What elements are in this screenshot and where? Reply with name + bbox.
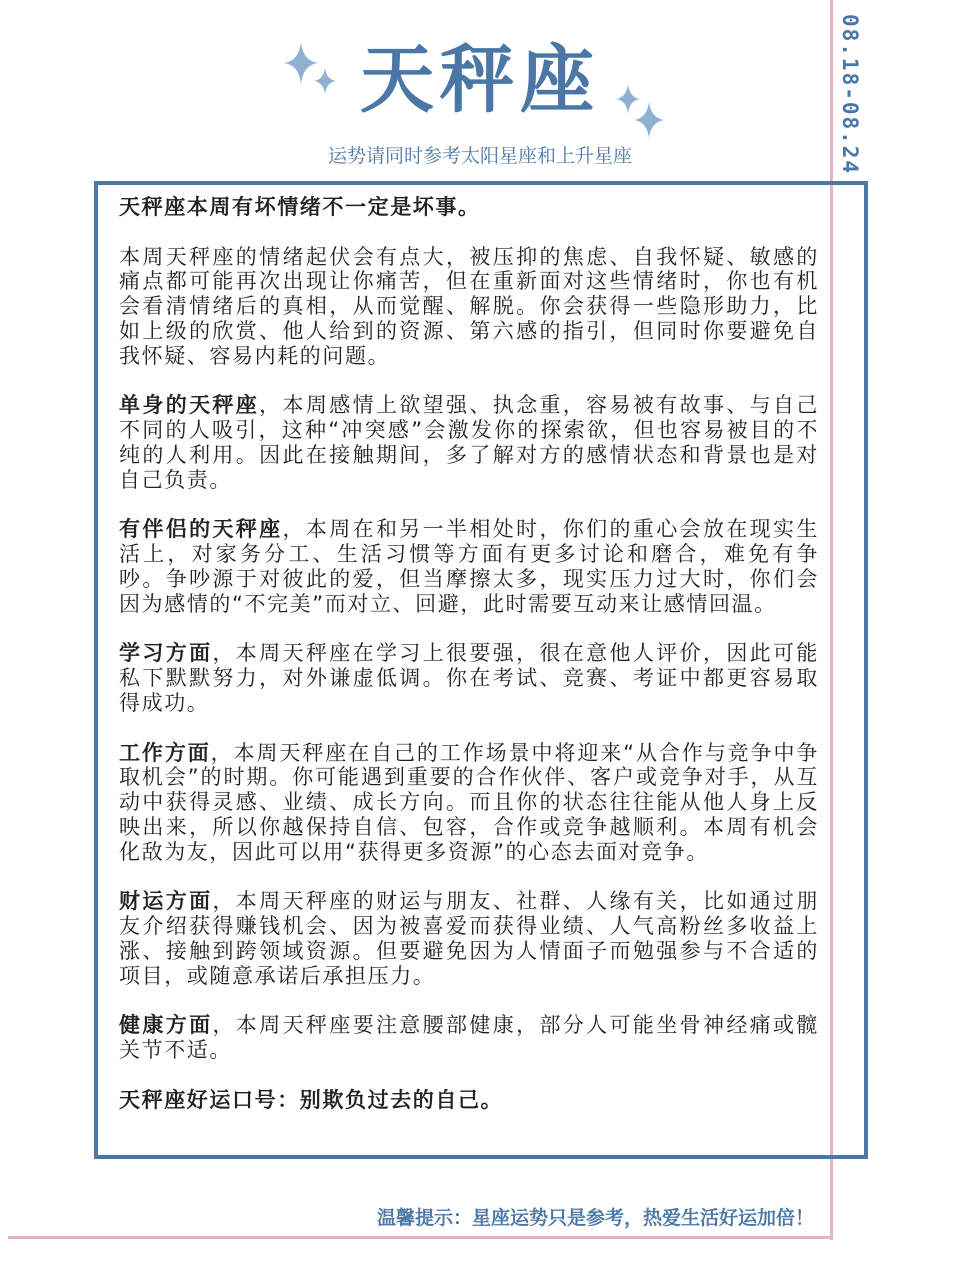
section-heading: 工作方面 bbox=[119, 740, 211, 765]
study-paragraph bbox=[119, 641, 819, 715]
pink-horizontal-line bbox=[8, 1236, 833, 1239]
horoscope-content bbox=[119, 195, 819, 1137]
section-text: ，本周感情上欲望强、执念重，容易被有故事、与自己不同的人吸引，这种“冲突感”会激发你的探索欲，但也容易被目的不纯的人利用。因此在接触期间，多了解对方的感情状态和背景也是对自己负责。 bbox=[119, 393, 819, 492]
health-paragraph bbox=[119, 1013, 819, 1063]
section-heading: 学习方面 bbox=[119, 641, 213, 666]
section-heading: 健康方面 bbox=[119, 1013, 213, 1038]
date-range: 08.18-08.24 bbox=[838, 14, 862, 176]
section-text: ，本周天秤座要注意腰部健康，部分人可能坐骨神经痛或髋关节不适。 bbox=[119, 1013, 819, 1063]
lucky-slogan: 天秤座好运口号：别欺负过去的自己。 bbox=[119, 1087, 504, 1112]
wealth-paragraph bbox=[119, 889, 819, 988]
section-text: ，本周天秤座的财运与朋友、社群、人缘有关，比如通过朋友介绍获得赚钱机会、因为被喜爱而获得业绩、人气高粉丝多收益上涨、接触到跨领域资源。但要避免因为人情面子而勉强参与不合适的项目，或随意承诺后承担压力。 bbox=[119, 889, 819, 988]
page-title: 天秤座 bbox=[360, 37, 600, 123]
work-paragraph bbox=[119, 741, 819, 865]
section-text: ，本周天秤座在自己的工作场景中将迎来“从合作与竞争中争取机会”的时期。你可能遇到重要的合作伙伴、客户或竞争对手，从互动中获得灵感、业绩、成长方向。而且你的状态往往能从他人身上反映出来，所以你越保持自信、包容，合作或竞争越顺利。本周有机会化敌为友，因此可以用“获得更多资源”的心态去面对竞争。 bbox=[119, 740, 819, 864]
partner-paragraph bbox=[119, 517, 819, 616]
intro-paragraph: 本周天秤座的情绪起伏会有点大，被压抑的焦虑、自我怀疑、敏感的痛点都可能再次出现让你痛苦，但在重新面对这些情绪时，你也有机会看清情绪后的真相，从而觉醒、解脱。你会获得一些隐形助力，比如上级的欣赏、他人给到的资源、第六感的指引，但同时你要避免自我怀疑、容易内耗的问题。 bbox=[119, 244, 819, 368]
section-heading: 单身的天秤座 bbox=[119, 393, 260, 418]
section-heading: 财运方面 bbox=[119, 889, 213, 914]
section-text: ，本周在和另一半相处时，你们的重心会放在现实生活上，对家务分工、生活习惯等方面有更多讨论和磨合，难免有争吵。争吵源于对彼此的爱，但当摩擦太多，现实压力过大时，你们会因为感情的“不完美”而对立、回避，此时需要互动来让感情回温。 bbox=[119, 517, 819, 616]
subtitle: 运势请同时参考太阳星座和上升星座 bbox=[327, 145, 632, 167]
footer-tip: 温馨提示：星座运势只是参考，热爱生活好运加倍！ bbox=[376, 1207, 814, 1229]
section-heading: 有伴侣的天秤座 bbox=[119, 517, 283, 542]
lead-sentence: 天秤座本周有坏情绪不一定是坏事。 bbox=[119, 195, 481, 219]
section-text: ，本周天秤座在学习上很要强，很在意他人评价，因此可能私下默默努力，对外谦虚低调。你在考试、竞赛、考证中都更容易取得成功。 bbox=[119, 641, 819, 715]
single-paragraph bbox=[119, 393, 819, 492]
